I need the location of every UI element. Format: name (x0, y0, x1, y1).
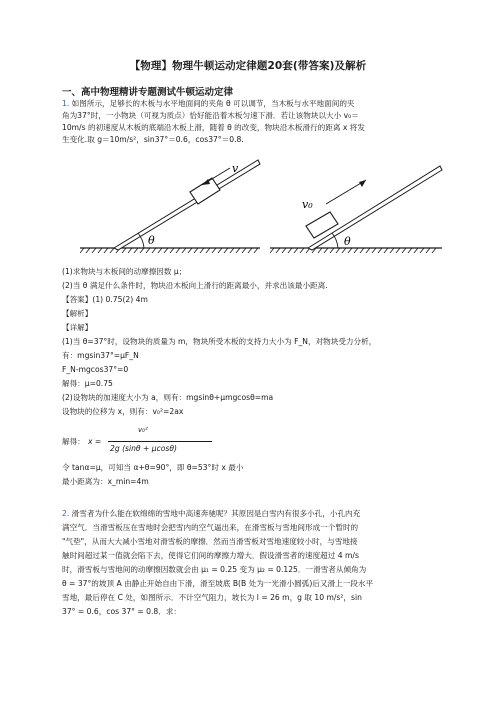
formula-x: x = (88, 437, 102, 446)
formula-denominator: 2g (sinθ + μcosθ) (110, 444, 177, 453)
q2-line-4: 触时间超过某一值就会陷下去，使得它们间的摩擦力增大．假设滑雪者的速度超过 4 m/s (62, 551, 359, 560)
document-title: 【物理】物理牛顿运动定律题20套(带答案)及解析 (129, 60, 367, 72)
q2-line-8: 37° = 0.6，cos 37° = 0.8．求： (62, 607, 182, 616)
q1-sub1: (1)求物块与木板间的动摩擦因数 μ； (62, 267, 187, 276)
formula-fraction-bar (108, 441, 212, 442)
q1-line-1: 1. 如图所示，足够长的木板与水平地面间的夹角 θ 可以调节，当木板与水平地面间的夹 (62, 99, 355, 108)
incline-figure-up (270, 160, 450, 262)
fig1-theta-label: θ (148, 234, 155, 247)
q1-sol-line-3: F_N-mgcos37°=0 (62, 365, 129, 374)
formula-prefix: 解得： (62, 437, 85, 446)
q1-sol2-line-1: 令 tanα=μ，可知当 α+θ=90°，即 θ=53°时 x 最小 (62, 463, 244, 472)
q2-number: 2. (62, 509, 70, 518)
q1-sol-line-1: (1)当 θ=37°时，设物块的质量为 m，物块所受木板的支持力大小为 F_N，对物块受力分析， (62, 337, 377, 346)
q1-sol-line-2: 有：mgsin37°=μF_N (62, 351, 139, 360)
q2-line-7: 雪地，最后停在 C 处，如图所示．不计空气阻力，坡长为 l = 26 m，g 取 10 m/s²，sin (62, 593, 362, 602)
q1-sol-line-4: 解得：μ=0.75 (62, 379, 113, 388)
q2-line-1: 2. 滑雪者为什么能在软绵绵的雪地中高速奔驰呢？其原因是白雪内有很多小孔，小孔内充 (62, 509, 361, 518)
section-heading: 一、高中物理精讲专题测试牛顿运动定律 (62, 87, 234, 98)
q1-analysis: 【解析】 (62, 309, 93, 318)
q1-line-4: 生变化.取 g＝10m/s²，sin37°＝0.6，cos37°＝0.8. (62, 135, 244, 144)
q1-sol2-line-2: 最小距离为：x_min=4m (62, 477, 149, 486)
q2-line-5: 时，滑雪板与雪地间的动摩擦因数就会由 μ₁ = 0.25 变为 μ₂ = 0.125．一滑雪者从倾角为 (62, 565, 367, 574)
q1-detail: 【详解】 (62, 323, 93, 332)
fig2-theta-label: θ (344, 235, 351, 248)
q2-line-3: "气垫"，从而大大减小雪地对滑雪板的摩擦．然而当滑雪板对雪地速度较小时，与雪地接 (62, 537, 358, 546)
q1-sub2: (2)当 θ 满足什么条件时，物块沿木板向上滑行的距离最小，并求出该最小距离. (62, 281, 328, 290)
q1-answer: 【答案】(1) 0.75(2) 4m (62, 295, 148, 304)
fig2-v0-label: v₀ (302, 198, 313, 211)
incline-figure-down (80, 152, 265, 262)
q1-number: 1. (62, 99, 70, 108)
formula-numerator: v₀² (138, 426, 148, 434)
q2-line-2: 满空气．当滑雪板压在雪地时会把雪内的空气逼出来，在滑雪板与雪地间形成一个暂时的 (62, 523, 359, 532)
q1-line-2: 角为37°时，一小物块（可视为质点）恰好能沿着木板匀速下滑．若让该物块以大小 v₀＝ (62, 111, 359, 120)
q1-line-3: 10m/s 的初速度从木板的底端沿木板上滑，随着 θ 的改变，物块沿木板滑行的距离 x 将发 (62, 123, 365, 132)
q2-line-6: θ = 37°的坡顶 A 由静止开始自由下滑，滑至坡底 B(B 处为一光滑小圆弧)后又滑上一段水平 (62, 579, 374, 588)
q1-sol-line-5: (2)设物块的加速度大小为 a，则有：mgsinθ+μmgcosθ=ma (62, 393, 274, 402)
fig1-v-label: v (232, 162, 239, 175)
q1-sol-line-6: 设物块的位移为 x，则有：v₀²=2ax (62, 407, 184, 416)
